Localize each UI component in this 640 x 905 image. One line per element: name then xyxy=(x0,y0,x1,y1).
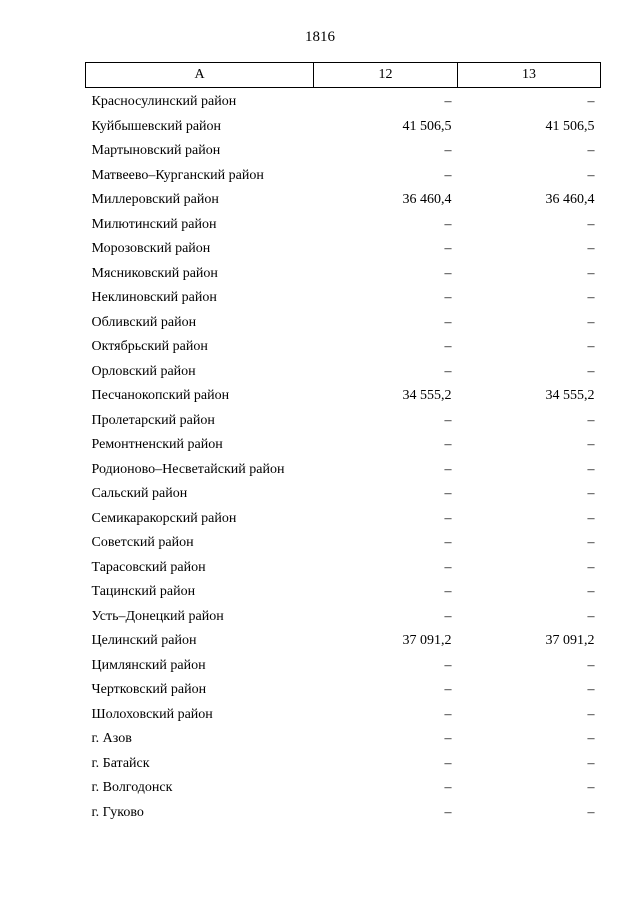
table-row xyxy=(86,409,601,434)
table-row xyxy=(86,482,601,507)
row-value-12-cell: – xyxy=(444,363,452,379)
row-value-13-cell: – xyxy=(587,755,595,771)
row-value-13-cell: 37 091,2 xyxy=(545,633,595,649)
table-row xyxy=(86,213,601,238)
row-value-13-cell: – xyxy=(587,339,595,355)
row-name-cell: Песчанокопский район xyxy=(91,388,230,404)
row-value-13-cell: 36 460,4 xyxy=(545,192,595,208)
row-value-13-cell: – xyxy=(587,584,595,600)
table-row xyxy=(86,384,601,409)
row-name-cell: Целинский район xyxy=(91,633,197,649)
row-value-12-cell: – xyxy=(444,437,452,453)
row-name-cell: Сальский район xyxy=(91,486,188,502)
row-name-cell: Цимлянский район xyxy=(91,657,206,673)
page-number: 1816 xyxy=(305,29,335,45)
row-name-cell: Морозовский район xyxy=(91,241,211,257)
row-name-cell: Матвеево–Курганский район xyxy=(91,167,264,183)
row-name-cell: г. Волгодонск xyxy=(91,780,173,796)
row-value-13-cell: – xyxy=(587,94,595,110)
table-row xyxy=(86,629,601,654)
row-name-cell: Октябрьский район xyxy=(91,339,208,355)
table-row xyxy=(86,556,601,581)
row-value-13-cell: – xyxy=(587,363,595,379)
row-value-13-cell: – xyxy=(587,143,595,159)
row-name-cell: г. Гуково xyxy=(91,804,144,820)
row-name-cell: Советский район xyxy=(91,535,194,551)
row-value-13-cell: 41 506,5 xyxy=(545,118,595,134)
row-value-12-cell: – xyxy=(444,559,452,575)
row-name-cell: Милютинский район xyxy=(91,216,217,232)
table-header xyxy=(86,63,601,88)
header-row xyxy=(86,63,601,88)
row-value-13-cell: – xyxy=(587,657,595,673)
row-name-cell: г. Азов xyxy=(91,731,132,747)
header-cell-13: 13 xyxy=(458,63,601,88)
row-value-13-cell: – xyxy=(587,706,595,722)
table-row xyxy=(86,139,601,164)
row-value-12-cell: 34 555,2 xyxy=(402,388,452,404)
row-value-13-cell: – xyxy=(587,216,595,232)
row-value-12-cell: – xyxy=(444,731,452,747)
table-row xyxy=(86,286,601,311)
row-value-12-cell: – xyxy=(444,412,452,428)
table-row xyxy=(86,531,601,556)
row-value-13-cell: – xyxy=(587,461,595,477)
row-value-12-cell: – xyxy=(444,241,452,257)
table-row xyxy=(86,801,601,826)
table-row xyxy=(86,433,601,458)
row-value-13-cell: – xyxy=(587,559,595,575)
row-name-cell: Обливский район xyxy=(91,314,197,330)
row-value-13-cell: – xyxy=(587,486,595,502)
row-value-13-cell: – xyxy=(587,437,595,453)
row-name-cell: Семикаракорский район xyxy=(91,510,237,526)
row-name-cell: Куйбышевский район xyxy=(91,118,222,134)
row-value-12-cell: 36 460,4 xyxy=(402,192,452,208)
row-name-cell: Родионово–Несветайский район xyxy=(91,461,285,477)
row-value-12-cell: – xyxy=(444,94,452,110)
row-value-13-cell: – xyxy=(587,804,595,820)
table-row xyxy=(86,703,601,728)
row-name-cell: г. Батайск xyxy=(91,755,150,771)
table-row xyxy=(86,507,601,532)
row-name-cell: Тарасовский район xyxy=(91,559,206,575)
row-value-12-cell: – xyxy=(444,780,452,796)
row-value-12-cell: – xyxy=(444,314,452,330)
table-body xyxy=(86,88,601,826)
table-row xyxy=(86,115,601,140)
table-row xyxy=(86,458,601,483)
row-value-13-cell: – xyxy=(587,412,595,428)
row-name-cell: Мартыновский район xyxy=(91,143,221,159)
row-value-13-cell: – xyxy=(587,682,595,698)
row-value-12-cell: – xyxy=(444,510,452,526)
row-value-13-cell: – xyxy=(587,167,595,183)
table-row xyxy=(86,605,601,630)
row-value-12-cell: 37 091,2 xyxy=(402,633,452,649)
row-value-12-cell: – xyxy=(444,339,452,355)
table-row xyxy=(86,88,601,115)
row-value-12-cell: – xyxy=(444,486,452,502)
row-value-12-cell: – xyxy=(444,265,452,281)
row-name-cell: Мясниковский район xyxy=(91,265,218,281)
row-name-cell: Шолоховский район xyxy=(91,706,213,722)
row-value-12-cell: – xyxy=(444,682,452,698)
row-value-12-cell: – xyxy=(444,657,452,673)
row-value-13-cell: – xyxy=(587,780,595,796)
row-name-cell: Усть–Донецкий район xyxy=(91,608,224,624)
table-row xyxy=(86,262,601,287)
table-row xyxy=(86,360,601,385)
row-name-cell: Ремонтненский район xyxy=(91,437,223,453)
row-value-12-cell: – xyxy=(444,804,452,820)
row-value-12-cell: – xyxy=(444,584,452,600)
table-row xyxy=(86,776,601,801)
row-value-13-cell: 34 555,2 xyxy=(545,388,595,404)
row-name-cell: Тацинский район xyxy=(91,584,196,600)
header-cell-12: 12 xyxy=(314,63,458,88)
row-value-13-cell: – xyxy=(587,290,595,306)
row-name-cell: Чертковский район xyxy=(91,682,207,698)
table-row xyxy=(86,237,601,262)
table-row xyxy=(86,654,601,679)
row-value-12-cell: – xyxy=(444,706,452,722)
table-row xyxy=(86,335,601,360)
row-value-12-cell: – xyxy=(444,755,452,771)
table-row xyxy=(86,678,601,703)
row-value-12-cell: – xyxy=(444,535,452,551)
row-value-13-cell: – xyxy=(587,314,595,330)
table-row xyxy=(86,311,601,336)
row-value-12-cell: – xyxy=(444,143,452,159)
row-value-13-cell: – xyxy=(587,608,595,624)
table-row xyxy=(86,752,601,777)
table-row xyxy=(86,188,601,213)
row-value-13-cell: – xyxy=(587,510,595,526)
row-name-cell: Неклиновский район xyxy=(91,290,217,306)
row-name-cell: Орловский район xyxy=(91,363,196,379)
row-value-12-cell: 41 506,5 xyxy=(402,118,452,134)
row-name-cell: Миллеровский район xyxy=(91,192,219,208)
table-row xyxy=(86,727,601,752)
table-row xyxy=(86,580,601,605)
row-value-13-cell: – xyxy=(587,535,595,551)
row-value-12-cell: – xyxy=(444,461,452,477)
row-name-cell: Пролетарский район xyxy=(91,412,215,428)
row-value-12-cell: – xyxy=(444,216,452,232)
data-table xyxy=(85,62,601,825)
row-value-12-cell: – xyxy=(444,167,452,183)
row-value-12-cell: – xyxy=(444,290,452,306)
header-cell-a: А xyxy=(86,63,314,88)
row-value-13-cell: – xyxy=(587,241,595,257)
table-row xyxy=(86,164,601,189)
row-value-13-cell: – xyxy=(587,265,595,281)
row-name-cell: Красносулинский район xyxy=(91,94,237,110)
row-value-12-cell: – xyxy=(444,608,452,624)
row-value-13-cell: – xyxy=(587,731,595,747)
